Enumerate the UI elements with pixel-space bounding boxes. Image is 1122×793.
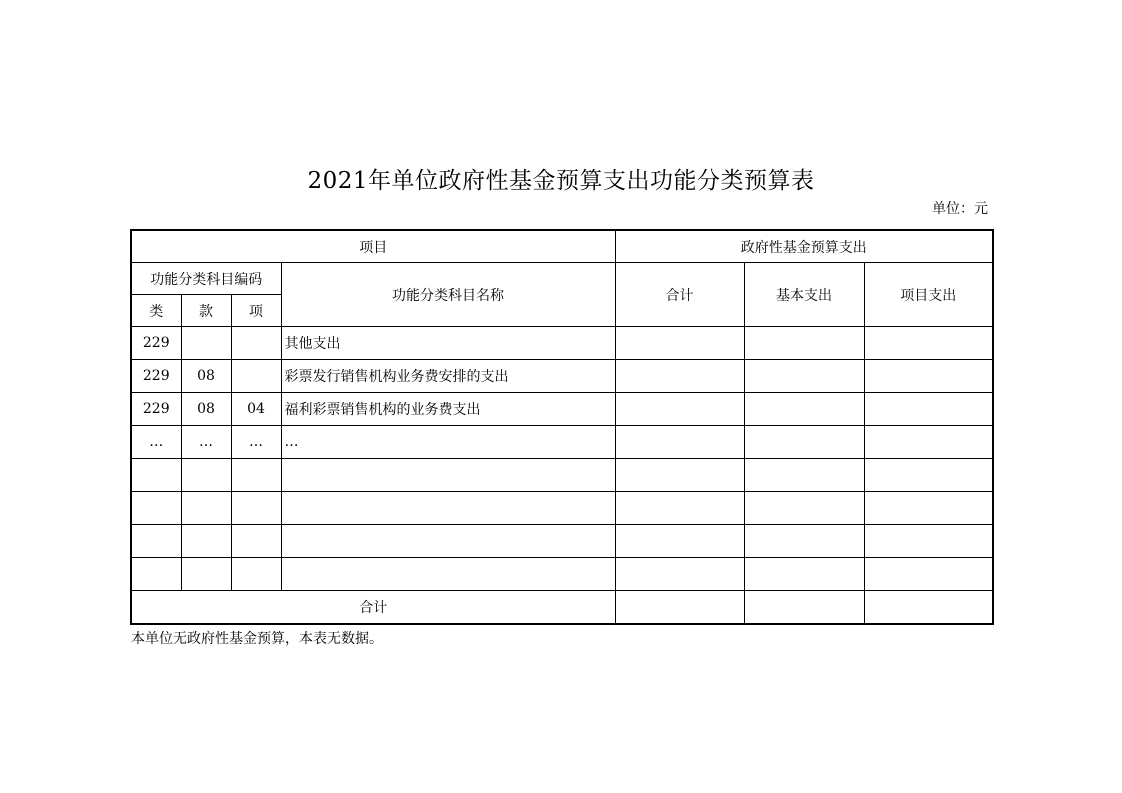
cell-project xyxy=(864,360,993,393)
cell-lei xyxy=(131,525,181,558)
cell-subject-name xyxy=(281,558,615,591)
cell-project xyxy=(864,525,993,558)
header-code-group: 功能分类科目编码 xyxy=(131,263,281,295)
cell-basic xyxy=(744,393,864,426)
cell-subject-name: 彩票发行销售机构业务费安排的支出 xyxy=(281,360,615,393)
header-fund-expenditure: 政府性基金预算支出 xyxy=(615,230,993,263)
cell-lei xyxy=(131,558,181,591)
cell-basic xyxy=(744,459,864,492)
cell-project xyxy=(864,492,993,525)
cell-kuan xyxy=(181,459,231,492)
cell-xiang xyxy=(231,360,281,393)
cell-basic xyxy=(744,558,864,591)
cell-basic xyxy=(744,525,864,558)
total-basic xyxy=(744,591,864,625)
cell-lei: 229 xyxy=(131,327,181,360)
cell-xiang xyxy=(231,459,281,492)
cell-xiang xyxy=(231,492,281,525)
header-row-2 xyxy=(131,263,993,295)
header-subject-name: 功能分类科目名称 xyxy=(281,263,615,327)
cell-basic xyxy=(744,492,864,525)
cell-basic xyxy=(744,360,864,393)
table-row xyxy=(131,393,993,426)
table-row xyxy=(131,492,993,525)
total-project xyxy=(864,591,993,625)
cell-lei: … xyxy=(131,426,181,459)
cell-lei: 229 xyxy=(131,360,181,393)
cell-subject-name xyxy=(281,492,615,525)
cell-project xyxy=(864,558,993,591)
cell-project xyxy=(864,459,993,492)
cell-kuan xyxy=(181,525,231,558)
cell-project xyxy=(864,426,993,459)
budget-table xyxy=(130,229,994,625)
header-lei: 类 xyxy=(131,295,181,327)
cell-lei xyxy=(131,492,181,525)
unit-label: 单位：元 xyxy=(932,201,988,217)
cell-project xyxy=(864,327,993,360)
cell-kuan: 08 xyxy=(181,393,231,426)
cell-kuan xyxy=(181,492,231,525)
cell-basic xyxy=(744,426,864,459)
header-row-1 xyxy=(131,230,993,263)
cell-kuan xyxy=(181,558,231,591)
cell-total xyxy=(615,360,744,393)
cell-basic xyxy=(744,327,864,360)
cell-subject-name: 福利彩票销售机构的业务费支出 xyxy=(281,393,615,426)
table-row xyxy=(131,426,993,459)
total-sum xyxy=(615,591,744,625)
table-row xyxy=(131,360,993,393)
cell-kuan: … xyxy=(181,426,231,459)
table-row xyxy=(131,525,993,558)
cell-total xyxy=(615,327,744,360)
page-title: 2021年单位政府性基金预算支出功能分类预算表 xyxy=(307,168,815,194)
cell-total xyxy=(615,525,744,558)
header-basic-expenditure: 基本支出 xyxy=(744,263,864,327)
table-row xyxy=(131,459,993,492)
cell-lei xyxy=(131,459,181,492)
header-project: 项目 xyxy=(131,230,615,263)
cell-xiang: … xyxy=(231,426,281,459)
header-project-expenditure: 项目支出 xyxy=(864,263,993,327)
cell-kuan: 08 xyxy=(181,360,231,393)
cell-total xyxy=(615,558,744,591)
header-kuan: 款 xyxy=(181,295,231,327)
table-row xyxy=(131,558,993,591)
cell-xiang xyxy=(231,558,281,591)
total-row xyxy=(131,591,993,625)
cell-total xyxy=(615,492,744,525)
cell-lei: 229 xyxy=(131,393,181,426)
footnote: 本单位无政府性基金预算，本表无数据。 xyxy=(131,631,383,647)
cell-subject-name xyxy=(281,525,615,558)
cell-project xyxy=(864,393,993,426)
table-row xyxy=(131,327,993,360)
cell-xiang: 04 xyxy=(231,393,281,426)
cell-xiang xyxy=(231,327,281,360)
cell-total xyxy=(615,426,744,459)
cell-subject-name: 其他支出 xyxy=(281,327,615,360)
cell-xiang xyxy=(231,525,281,558)
cell-kuan xyxy=(181,327,231,360)
header-xiang: 项 xyxy=(231,295,281,327)
cell-subject-name xyxy=(281,459,615,492)
cell-total xyxy=(615,459,744,492)
cell-subject-name: … xyxy=(281,426,615,459)
header-total: 合计 xyxy=(615,263,744,327)
total-label: 合计 xyxy=(131,591,615,625)
cell-total xyxy=(615,393,744,426)
